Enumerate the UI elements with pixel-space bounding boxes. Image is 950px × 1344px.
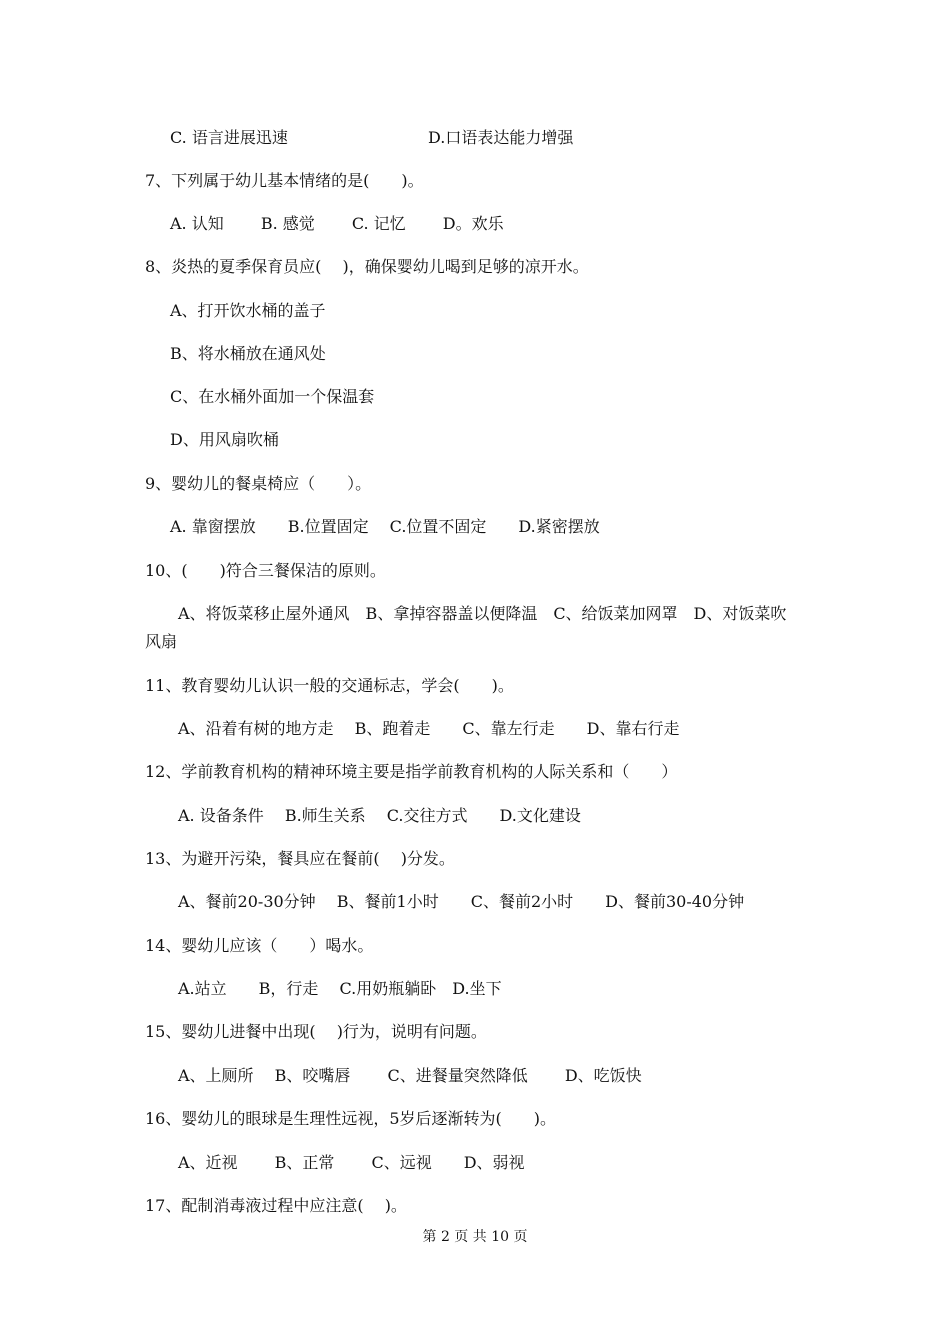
q11-stem: 11、教育婴幼儿认识一般的交通标志，学会( )。 <box>145 676 514 695</box>
q14-stem: 14、婴幼儿应该（ ）喝水。 <box>145 936 374 955</box>
q8-option-a: A、打开饮水桶的盖子 <box>170 301 326 320</box>
q9-options: A. 靠窗摆放 B.位置固定 C.位置不固定 D.紧密摆放 <box>170 517 600 536</box>
q15-options: A、上厕所 B、咬嘴唇 C、进餐量突然降低 D、吃饭快 <box>178 1066 642 1085</box>
q16-stem: 16、婴幼儿的眼球是生理性远视，5岁后逐渐转为( )。 <box>145 1109 557 1128</box>
q15-stem: 15、婴幼儿进餐中出现( )行为，说明有问题。 <box>145 1022 487 1041</box>
q13-options: A、餐前20-30分钟 B、餐前1小时 C、餐前2小时 D、餐前30-40分钟 <box>178 892 745 911</box>
q8-option-c: C、在水桶外面加一个保温套 <box>170 387 375 406</box>
q7-options: A. 认知 B. 感觉 C. 记忆 D。欢乐 <box>170 214 504 233</box>
q16-options: A、近视 B、正常 C、远视 D、弱视 <box>178 1153 525 1172</box>
q6-option-d: D.口语表达能力增强 <box>428 128 574 147</box>
q11-options: A、沿着有树的地方走 B、跑着走 C、靠左行走 D、靠右行走 <box>178 719 680 738</box>
q8-option-b: B、将水桶放在通风处 <box>170 344 326 363</box>
q9-stem: 9、婴幼儿的餐桌椅应（ ）。 <box>145 474 372 493</box>
q10-stem: 10、( )符合三餐保洁的原则。 <box>145 561 386 580</box>
q6-option-c: C. 语言进展迅速 <box>170 128 288 147</box>
q17-stem: 17、配制消毒液过程中应注意( )。 <box>145 1196 407 1215</box>
q13-stem: 13、为避开污染，餐具应在餐前( )分发。 <box>145 849 455 868</box>
q10-options-line1: A、将饭菜移止屋外通风 B、拿掉容器盖以便降温 C、给饭菜加网罩 D、对饭菜吹 <box>178 604 787 623</box>
q7-stem: 7、下列属于幼儿基本情绪的是( )。 <box>145 171 424 190</box>
page-footer: 第 2 页 共 10 页 <box>422 1229 528 1245</box>
q8-option-d: D、用风扇吹桶 <box>170 430 279 449</box>
q12-options: A. 设备条件 B.师生关系 C.交往方式 D.文化建设 <box>178 806 581 825</box>
q10-options-line2: 风扇 <box>145 632 178 651</box>
q14-options: A.站立 B，行走 C.用奶瓶躺卧 D.坐下 <box>178 979 502 998</box>
q12-stem: 12、学前教育机构的精神环境主要是指学前教育机构的人际关系和（ ） <box>145 762 678 781</box>
q8-stem: 8、炎热的夏季保育员应( )，确保婴幼儿喝到足够的凉开水。 <box>145 257 589 276</box>
